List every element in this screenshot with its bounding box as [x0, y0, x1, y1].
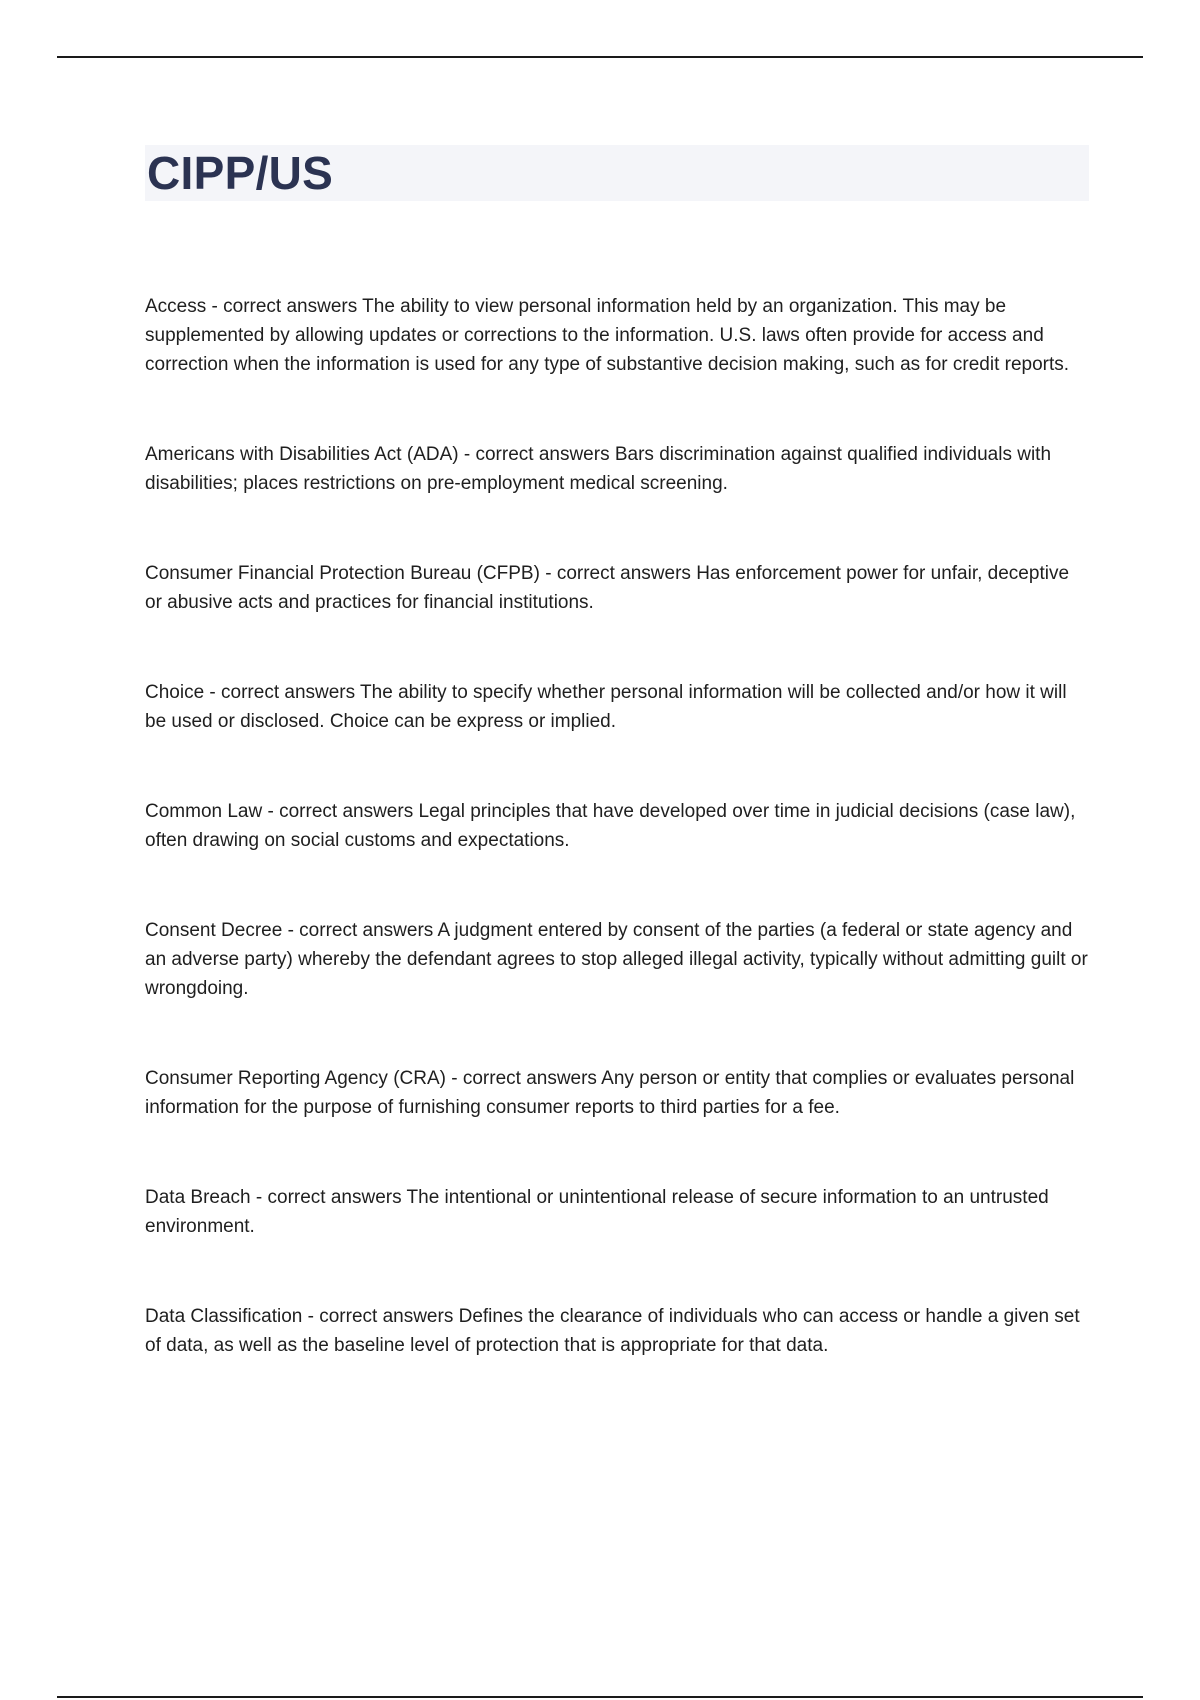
glossary-entry-data-breach: Data Breach - correct answers The intentional or unintentional release of secure information to an untrusted environment. [145, 1187, 1049, 1237]
glossary-entry-ada: Americans with Disabilities Act (ADA) - correct answers Bars discrimination against qualified individuals with disabilities; places restrictions on pre-employment medical screening. [145, 444, 1052, 494]
glossary-list [145, 292, 1089, 1421]
glossary-entry-cra: Consumer Reporting Agency (CRA) - correct answers Any person or entity that complies or evaluates personal information for the purpose of furnishing consumer reports to third parties for a fee. [145, 1068, 1075, 1118]
page-title: CIPP/US [147, 147, 334, 199]
header-rule [57, 56, 1143, 58]
title-banner [145, 145, 1089, 201]
footer-rule [57, 1696, 1143, 1698]
glossary-entry-data-classification: Data Classification - correct answers Defines the clearance of individuals who can access or handle a given set of data, as well as the baseline level of protection that is appropriate for that data. [145, 1306, 1080, 1356]
glossary-entry-choice: Choice - correct answers The ability to specify whether personal information will be collected and/or how it will be used or disclosed. Choice can be express or implied. [145, 682, 1067, 732]
glossary-entry-common-law: Common Law - correct answers Legal principles that have developed over time in judicial decisions (case law), often drawing on social customs and expectations. [145, 801, 1076, 851]
glossary-entry-access: Access - correct answers The ability to view personal information held by an organization. This may be supplemented by allowing updates or corrections to the information. U.S. laws often provide for access and correction when the information is used for any type of substantive decision making, such as for credit reports. [145, 296, 1070, 375]
glossary-entry-consent-decree: Consent Decree - correct answers A judgment entered by consent of the parties (a federal or state agency and an adverse party) whereby the defendant agrees to stop alleged illegal activity, typically without admitting guilt or wrongdoing. [145, 920, 1088, 999]
glossary-entry-cfpb: Consumer Financial Protection Bureau (CFPB) - correct answers Has enforcement power for unfair, deceptive or abusive acts and practices for financial institutions. [145, 563, 1070, 613]
